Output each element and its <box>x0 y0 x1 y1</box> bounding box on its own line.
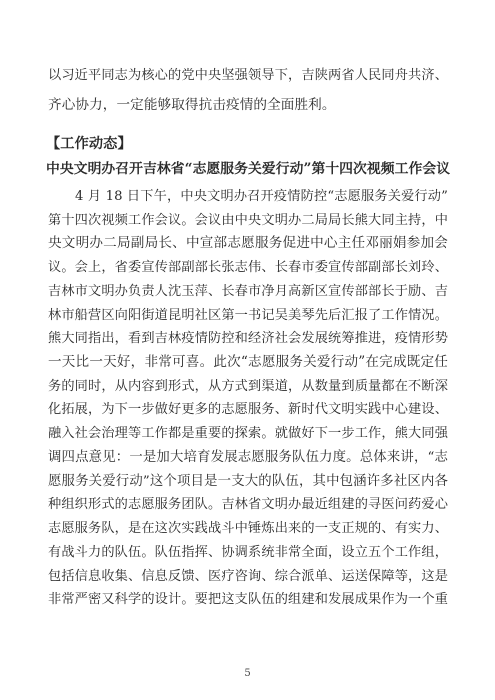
body-line-6: 林市船营区向阳街道昆明社区第一书记吴美琴先后汇报了工作情况。 <box>48 308 448 323</box>
body-line-10: 化拓展，为下一步做好更多的志愿服务、新时代文明实践中心建设、 <box>48 402 448 417</box>
body-line-17: 包括信息收集、信息反馈、医疗咨询、综合派单、运送保障等，这是 <box>48 569 448 584</box>
body-line-4: 议。会上，省委宣传部副部长张志伟、长春市委宣传部副部长刘玲、 <box>48 260 448 275</box>
body-line-11: 融入社会治理等工作都是重要的探索。就做好下一步工作，熊大同强 <box>48 426 448 441</box>
headline: 中央文明办召开吉林省“志愿服务关爱行动”第十四次视频工作会议 <box>46 161 450 177</box>
body-line-9: 务的同时，从内容到形式，从方式到渠道，从数量到质量都在不断深 <box>48 379 448 394</box>
body-line-5: 吉林市文明办负责人沈玉萍、长春市净月高新区宣传部部长于励、吉 <box>48 284 448 299</box>
body-line-1: 4 月 18 日下午，中央文明办召开疫情防控“志愿服务关爱行动” <box>75 189 448 204</box>
body-line-18: 非常严密又科学的设计。要把这支队伍的组建和发展成果作为一个重 <box>48 592 448 607</box>
body-line-3: 央文明办二局副局长、中宣部志愿服务促进中心主任邓丽娟参加会 <box>48 235 448 251</box>
body-line-16: 有战斗力的队伍。队伍指挥、协调系统非常全面，设立五个工作组， <box>48 545 448 560</box>
intro-line-1: 以习近平同志为核心的党中央坚强领导下，吉陕两省人民同舟共济、 <box>48 68 448 83</box>
body-line-12: 调四点意见：一是加大培育发展志愿服务队伍力度。总体来讲，“志 <box>48 450 448 465</box>
body-line-14: 种组织形式的志愿服务团队。吉林省文明办最近组建的寻医问药爱心 <box>48 497 448 512</box>
body-line-7: 熊大同指出，看到吉林疫情防控和经济社会发展统筹推进，疫情形势 <box>48 331 448 346</box>
body-line-15: 志愿服务队，是在这次实践战斗中锤炼出来的一支正规的、有实力、 <box>48 521 448 536</box>
body-line-13: 愿服务关爱行动”这个项目是一支大的队伍，其中包涵许多社区内各 <box>48 474 448 489</box>
intro-line-2: 齐心协力，一定能够取得抗击疫情的全面胜利。 <box>48 97 336 113</box>
page-number: 5 <box>244 668 251 679</box>
body-line-8: 一天比一天好，非常可喜。此次“志愿服务关爱行动”在完成既定任 <box>48 354 448 370</box>
body-line-2: 第十四次视频工作会议。会议由中央文明办二局局长熊大同主持，中 <box>48 213 448 228</box>
section-tag: 【工作动态】 <box>46 136 132 152</box>
